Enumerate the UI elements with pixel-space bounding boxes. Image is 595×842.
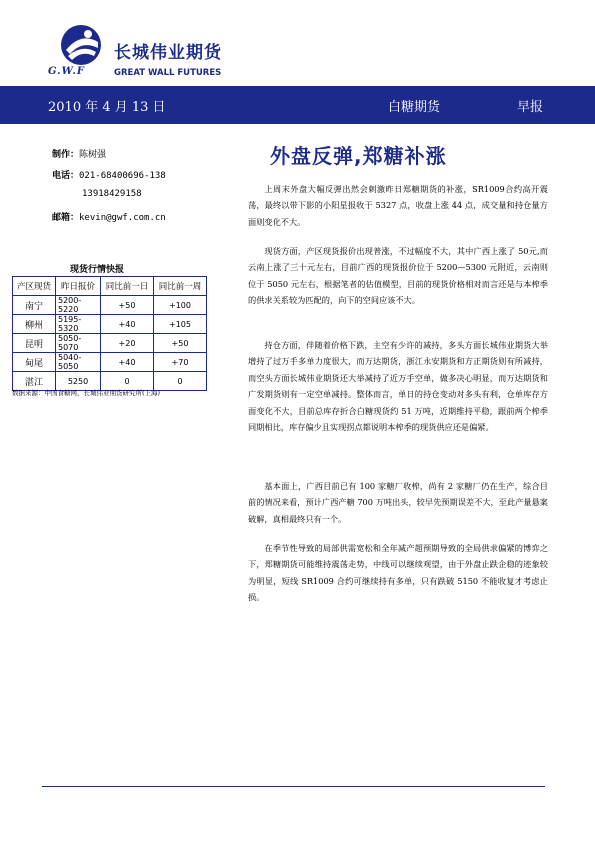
article-paragraph: 上周末外盘大幅反弹出然会刺激昨日郑糖期货的补涨，SR1009合约高开震荡，最终以带下影的小阳星报收于 5327 点，收盘上涨 44 点，成交量和持仓量方面则变化不大。: [248, 184, 548, 227]
table-row: [13, 296, 207, 315]
table-cell: +50: [101, 296, 154, 315]
author-line: [52, 147, 106, 160]
email-label: 邮箱：: [52, 213, 80, 223]
brand-abbr: G.W.F: [48, 66, 85, 77]
author-name: 陈树强: [79, 150, 107, 160]
table-row: [13, 315, 207, 334]
table-cell: 柳州: [13, 315, 56, 334]
table-cell: +100: [154, 296, 207, 315]
table-cell: +50: [154, 334, 207, 353]
table-title: 现货行情快报: [70, 265, 125, 275]
phone-number: 021-68400696-138: [79, 171, 166, 181]
email-line: [52, 210, 166, 223]
table-row: [13, 353, 207, 372]
table-cell: +40: [101, 315, 154, 334]
email-address[interactable]: kevin@gwf.com.cn: [79, 213, 166, 223]
table-cell: 0: [101, 372, 154, 391]
article-headline: 外盘反弹,郑糖补涨: [270, 144, 447, 168]
phone-label: 电话：: [52, 171, 80, 181]
table-row: [13, 334, 207, 353]
table-cell: 湛江: [13, 372, 56, 391]
article-paragraph: 在季节性导致的局部供需宽松和全年减产超预期导致的全局供求偏紧的博弈之下，郑糖期货可能维持震荡走势，中线可以继续观望，由于外盘止跌企稳的迹象较为明显，短线 SR1009 合约可继续持有多单，只有跌破 5150 不能收复才考虑止损。: [248, 543, 548, 603]
brand-en-name: GREAT WALL FUTURES: [114, 68, 222, 78]
column-header: 昨日报价: [56, 277, 101, 296]
report-type: 白糖期货: [388, 100, 441, 115]
company-logo: [42, 18, 232, 84]
table-cell: 5040-5050: [56, 353, 101, 372]
table-cell: 昆明: [13, 334, 56, 353]
report-kind: 早报: [517, 100, 544, 115]
table-cell: 南宁: [13, 296, 56, 315]
table-header-row: [13, 277, 207, 296]
table-cell: 5200-5220: [56, 296, 101, 315]
table-cell: 0: [154, 372, 207, 391]
data-source-note: 数据来源：中国食糖网，长城伟业期货研究所(上海): [12, 389, 161, 397]
mobile-number: 13918429158: [82, 189, 142, 199]
table-cell: +40: [101, 353, 154, 372]
table-cell: +70: [154, 353, 207, 372]
table-cell: 甸尾: [13, 353, 56, 372]
report-date: 2010 年 4 月 13 日: [48, 100, 166, 115]
header-banner: [0, 86, 595, 124]
table-cell: 5250: [56, 372, 101, 391]
gwf-logo-icon: [58, 22, 104, 68]
table-cell: +105: [154, 315, 207, 334]
phone-line: [52, 168, 166, 181]
footer-divider: [42, 786, 545, 787]
column-header: 同比前一周: [154, 277, 207, 296]
brand-cn-name: 长城伟业期货: [114, 43, 222, 63]
spot-price-table: [12, 276, 207, 391]
article-paragraph: 持仓方面，伴随着价格下跌，主空有少许的减持，多头方面长城伟业期货大举增持了过万手多单力度很大，而万达期货，浙江永安期货和方正期货则有所减持，而空头方面长城伟业期货还大举减持了近万手空单，做多决心明显，而万达期货和广发期货则有一定空单减持。整体而言，单日的持仓变动对多头有利，仓单库存方面变化不大，目前总库存折合白糖现货约 51 万吨，近期维持平稳，跟前两个榨季同期相比，库存偏少且实现拐点都说明本榨季的现货供应还是偏紧。: [248, 340, 548, 433]
column-header: 同比前一日: [101, 277, 154, 296]
column-header: 产区现货: [13, 277, 56, 296]
article-paragraph: 现货方面，产区现货报价出现普涨，不过幅度不大，其中广西上涨了 50元,而云南上涨了三十元左右，目前广西的现货报价位于 5200—5300 元附近，云南则位于 5050 元左右，根据笔者的估值模型，目前的现货价格相对而言还是与本榨季的供求关系较为匹配的，向下的空间应该不大。: [248, 246, 548, 306]
table-cell: +20: [101, 334, 154, 353]
table-cell: 5050-5070: [56, 334, 101, 353]
article-paragraph: 基本面上，广西目前已有 100 家糖厂收榨，尚有 2 家糖厂仍在生产，综合目前的情况来看，预计广西产糖 700 万吨出头，较早先预期误差不大，至此产量悬案破解，真相最终只有一个。: [248, 481, 548, 524]
table-cell: 5195-5320: [56, 315, 101, 334]
author-label: 制作：: [52, 150, 80, 160]
mobile-line: [82, 189, 142, 199]
